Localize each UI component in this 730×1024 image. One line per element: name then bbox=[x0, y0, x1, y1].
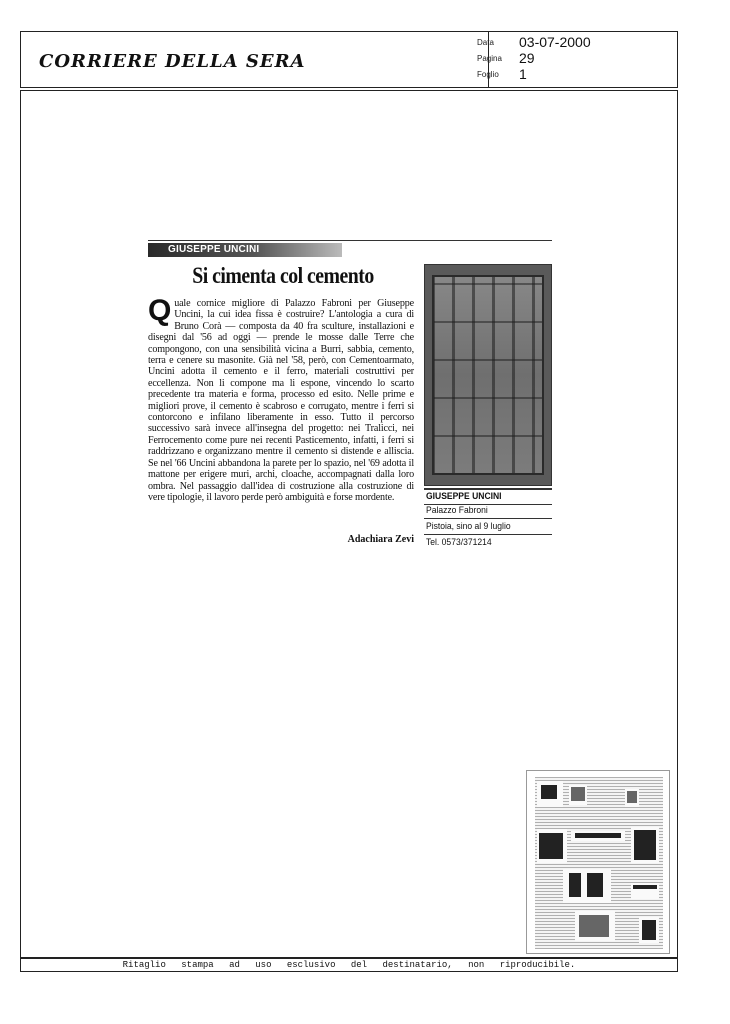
publication-masthead: CORRIERE DELLA SERA bbox=[39, 51, 306, 72]
article-body-text: uale cornice migliore di Palazzo Fabroni per Giuseppe Uncini, la cui idea fissa è costruire? L'antologia a cura di Bruno Corà — composta da 40 fra sculture, installazioni e disegni dal '56 ad oggi — prende le mosse dalle Terre che compongono, con una sensibilità vicina a Burri, sabbia, cemento, terra e cenere su masonite. Già nel '58, però, con Cementoarmato, Uncini adotta il cemento e il ferro, materiali costruttivi per eccellenza. Non li compone ma li espone, vincendo lo scarto precedente tra materia e forma, processo ed esito. Nelle prime e migliori prove, il cemento è scabroso e corrugato, mentre i ferri si contorcono e infilano liberamente in esso. Tutto il percorso successivo sarà invece all'insegna del progetto: nei Tralicci, nei Ferrocemento come pure nei recenti Pasticemento, infatti, i ferri si raddrizzano e organizzano mentre il cemento si distende e alliscia. Se nel '66 Uncini abbandona la parete per lo spazio, nel '69 adotta il mattone per erigere muri, archi, cloache, accompagnati dalla loro ombra. Nel passaggio dall'idea di costruzione alla costruzione di vere tipologie, il lavoro perde però ambiguità e forse mordente. bbox=[148, 298, 414, 503]
meta-row-sheet bbox=[477, 66, 657, 82]
article-byline: Adachiara Zevi bbox=[347, 534, 414, 545]
thumb-headline bbox=[633, 885, 657, 889]
info-venue: Palazzo Fabroni bbox=[426, 505, 488, 516]
meta-value-date: 03-07-2000 bbox=[519, 34, 591, 50]
thumb-photo bbox=[627, 791, 637, 803]
thumb-photo bbox=[634, 830, 656, 860]
thumbnail-page-image bbox=[535, 777, 663, 949]
info-row-phone bbox=[424, 536, 552, 550]
meta-label-date: Data bbox=[477, 38, 494, 47]
thumb-photo bbox=[571, 787, 585, 801]
clipping-footer bbox=[20, 958, 678, 972]
meta-value-sheet: 1 bbox=[519, 66, 527, 82]
info-row-dates bbox=[424, 520, 552, 535]
artwork-photo bbox=[424, 264, 552, 486]
info-title: GIUSEPPE UNCINI bbox=[426, 491, 502, 502]
meta-row-date bbox=[477, 34, 657, 50]
info-phone: Tel. 0573/371214 bbox=[426, 537, 492, 548]
meta-row-page bbox=[477, 50, 657, 66]
info-row-title bbox=[424, 488, 552, 505]
article-body bbox=[148, 294, 414, 503]
article-top-rule bbox=[148, 240, 552, 241]
usage-notice: Ritaglio stampa ad uso esclusivo del destinatario, non riproducibile. bbox=[122, 960, 576, 970]
thumb-photo bbox=[579, 915, 609, 937]
thumb-photo bbox=[569, 873, 581, 897]
thumb-photo bbox=[587, 873, 603, 897]
page-thumbnail bbox=[526, 770, 670, 954]
info-row-venue bbox=[424, 504, 552, 519]
thumb-photo bbox=[539, 833, 563, 859]
info-dates: Pistoia, sino al 9 luglio bbox=[426, 521, 511, 532]
meta-label-page: Pagina bbox=[477, 54, 502, 63]
thumb-logo bbox=[541, 785, 557, 799]
article-dropcap: Q bbox=[148, 294, 172, 327]
article-kicker bbox=[148, 243, 342, 257]
thumb-photo bbox=[642, 920, 656, 940]
kicker-text: GIUSEPPE UNCINI bbox=[168, 244, 260, 255]
thumb-headline bbox=[575, 833, 621, 838]
meta-label-sheet: Foglio bbox=[477, 70, 499, 79]
meta-value-page: 29 bbox=[519, 50, 535, 66]
article-clip bbox=[148, 240, 552, 548]
article-headline: Si cimenta col cemento bbox=[192, 263, 374, 288]
artwork-photo-frame bbox=[432, 275, 544, 475]
